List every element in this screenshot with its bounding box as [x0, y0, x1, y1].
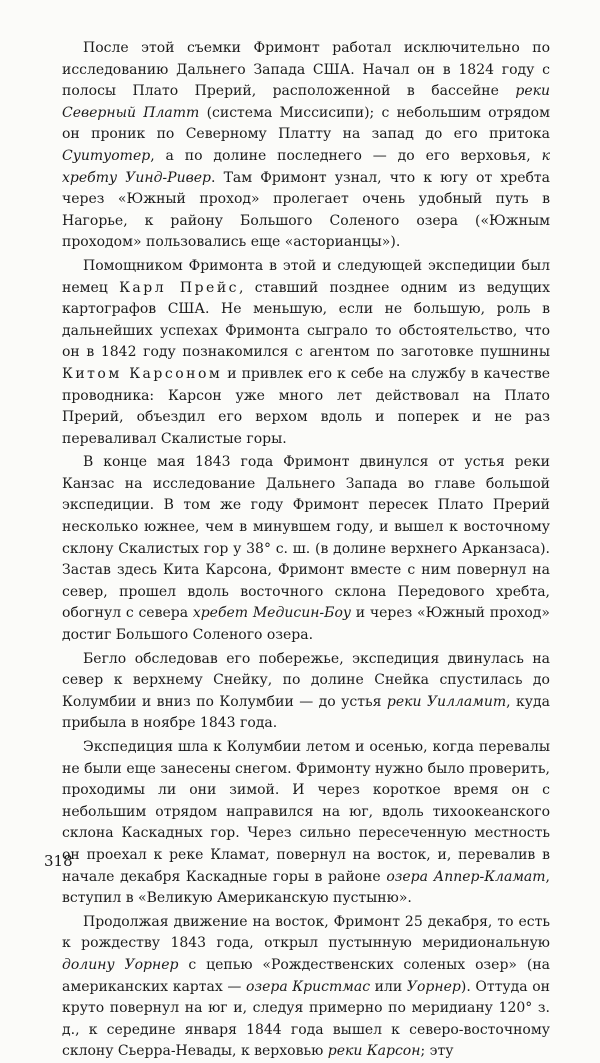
- italic-term: долину Уорнер: [62, 956, 179, 973]
- italic-term: реки Северный Платт: [62, 83, 550, 121]
- text-run: и через «Южный проход» достиг Большого Соленого озера.: [62, 605, 550, 644]
- body-text: [62, 38, 550, 1063]
- italic-term: хребет Медисин-Боу: [192, 605, 351, 622]
- text-run: После этой съемки Фримонт работал исключительно по исследованию Дальнего Запада США. Начал он в 1824 году с полосы Плато Прерий, расположенной в бассейне: [62, 40, 550, 100]
- text-run: Экспедиция шла к Колумбии летом и осенью, когда перевалы не были еще занесены снегом. Фримонту нужно было проверить, проходимы ли они зимой. И через короткое время он с небольшим отрядом направился на юг, вдоль тихоокеанского склона Каскадных гор. Через сильно пересеченную местность он проехал к реке Кламат, повернул на восток, и, перевалив в начале декабря Каскадные горы в районе: [62, 739, 551, 885]
- text-run: Помощником Фримонта в этой и следующей экспедиции был немец: [62, 257, 550, 296]
- paragraph: [62, 737, 550, 910]
- paragraph: [62, 912, 550, 1063]
- text-run: (система Миссисипи); с небольшим отрядом он проник по Северному Платту на запад до его притока: [62, 104, 550, 143]
- italic-term: Суитуотер: [62, 147, 151, 164]
- italic-term: реки Карсон: [327, 1043, 421, 1060]
- spaced-name: Карл Прейс: [119, 279, 239, 296]
- paragraph: [62, 38, 550, 254]
- page-number: 318: [44, 852, 73, 870]
- text-run: . Там Фримонт узнал, что к югу от хребта через «Южный проход» пролегает очень удобный путь в Нагорье, к району Большого Соленого озера («Южным проходом» пользовались еще «асторианцы»).: [62, 169, 550, 251]
- text-run: ; эту: [420, 1043, 454, 1060]
- italic-term: реки Уилламит: [386, 693, 507, 710]
- text-run: Продолжая движение на восток, Фримонт 25 декабря, то есть к рождеству 1843 года, открыл пустынную меридиональную: [62, 913, 550, 952]
- text-run: , а по долине последнего — до его верховья,: [150, 147, 542, 164]
- paragraph: [62, 452, 550, 646]
- text-run: В конце мая 1843 года Фримонт двинулся от устья реки Канзас на исследование Дальнего Запада во главе большой экспедиции. В том же году Фримонт пересек Плато Прерий несколько южнее, чем в минувшем году, и вышел к восточному склону Скалистых гор у 38° с. ш. (в долине верхнего Арканзаса). Застав здесь Кита Карсона, Фримонт вместе с ним повернул на север, прошел вдоль восточного склона Передового хребта, обогнул с севера: [62, 454, 550, 622]
- italic-term: Уорнер: [406, 978, 461, 995]
- text-run: и привлек его к себе на службу в качестве проводника: Карсон уже много лет действовал на Плато Прерий, объездил его верхом вдоль и поперек и не раз переваливал Скалистые горы.: [62, 365, 550, 447]
- text-run: Бегло обследовав его побережье, экспедиция двинулась на север к верхнему Снейку, по долине Снейка спустилась до Колумбии и вниз по Колумбии — до устья: [62, 650, 550, 710]
- italic-term: к хребту Уинд-Ривер: [62, 147, 550, 186]
- paragraph: [62, 649, 550, 735]
- text-run: , вступил в «Великую Американскую пустыню».: [62, 868, 550, 907]
- text-run: или: [370, 978, 407, 995]
- text-run: ). Оттуда он круто повернул на юг и, следуя примерно по меридиану 120° з. д., к середине января 1844 года вышел к северо-восточному склону Сьерра-Невады, к верховью: [62, 978, 550, 1060]
- text-run: с цепью «Рождественских соленых озер» (на американских картах —: [62, 956, 550, 995]
- text-run: , куда прибыла в ноябре 1843 года.: [62, 693, 550, 732]
- italic-term: озера Аппер-Кламат: [386, 868, 546, 885]
- text-run: , ставший позднее одним из ведущих картографов США. Не меньшую, если не большую, роль в дальнейших успехах Фримонта сыграло то обстоятельство, что он в 1842 году познакомился с агентом по заготовке пушнины: [62, 279, 550, 361]
- paragraph: [62, 256, 550, 450]
- italic-term: озера Кристмас: [246, 978, 371, 995]
- spaced-name: Китом Карсоном: [62, 365, 223, 382]
